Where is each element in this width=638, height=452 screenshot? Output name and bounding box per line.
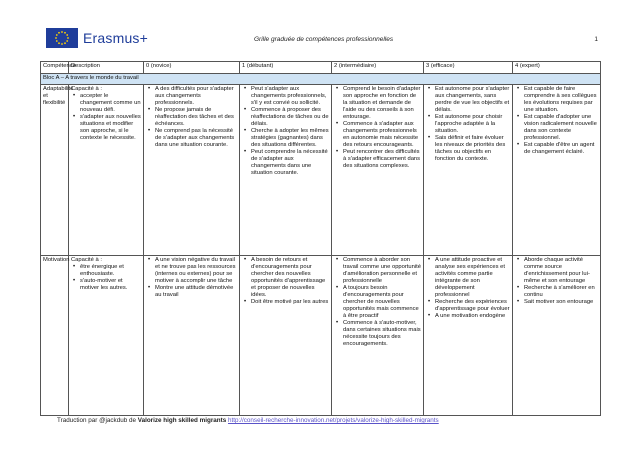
level-3-cell — [424, 256, 513, 416]
list-item: • Doit être motivé par les autres — [251, 299, 329, 306]
eu-flag-icon — [46, 28, 78, 48]
bloc-row — [41, 74, 601, 85]
list-item: • Peut s'adapter aux changements professionnels, s'il y est convié ou sollicité. — [251, 86, 329, 107]
column-header: 1 (débutant) — [240, 62, 332, 74]
list-item: • Montre une attitude démotivée au travail — [155, 285, 237, 299]
description-cell — [69, 85, 144, 256]
level-2-cell — [332, 85, 424, 256]
competence-cell: Motivation — [41, 256, 69, 416]
list-item: • Recherche à s'améliorer en continu — [524, 285, 598, 299]
list-item: • A une motivation endogène — [435, 313, 510, 320]
list-item: • Commence à aborder son travail comme une opportunité d'amélioration personnelle et professionnelle — [343, 257, 421, 285]
footer-project-name: Valorize high skilled migrants — [137, 417, 227, 424]
list-item: • Sait motiver son entourage — [524, 299, 598, 306]
list-item: • Aborde chaque activité comme source d'enrichissement pour lui-même et son entourage — [524, 257, 598, 285]
list-item: • Sais définir et faire évoluer les niveaux de priorités des tâches ou objectifs en fonction du contexte. — [435, 135, 510, 163]
table-header-row — [41, 62, 601, 74]
level-1-cell — [240, 256, 332, 416]
list-item: • Cherche à adopter les mêmes stratégies (gagnantes) dans des situations différentes. — [251, 128, 329, 149]
list-item: • Commence à s'auto-motiver, dans certaines situations mais nécessite toujours des encouragements. — [343, 320, 421, 348]
footer-prefix: Traduction par @jackdub de — [57, 417, 138, 424]
list-item: • A toujours besoin d'encouragements pour chercher de nouvelles opportunités mais commence à être proactif — [343, 285, 421, 320]
level-4-cell — [513, 85, 601, 256]
level-0-cell — [144, 85, 240, 256]
document-title: Grille graduée de compétences professionnelles — [254, 36, 394, 43]
table-row — [41, 85, 601, 256]
list-item: • être énergique et enthousiaste. — [80, 264, 141, 278]
list-item: • A une vision négative du travail et ne trouve pas les ressources (internes ou externes) pour se motiver à accomplir une tâche — [155, 257, 237, 285]
table-row — [41, 256, 601, 416]
list-item: • Peut rencontrer des difficultés à s'adapter efficacement dans des situations complexes. — [343, 149, 421, 170]
list-item: • Peut comprendre la nécessité de s'adapter aux changements dans une situation courante. — [251, 149, 329, 177]
list-item: • Est autonome pour s'adapter aux changements, sans perdre de vue les objectifs et délais. — [435, 86, 510, 114]
level-1-cell — [240, 85, 332, 256]
column-header: 2 (intermédiaire) — [332, 62, 424, 74]
column-header: 0 (novice) — [144, 62, 240, 74]
competence-cell: Adaptabilité et flexibilité — [41, 85, 69, 256]
list-item: • A besoin de retours et d'encouragements pour chercher des nouvelles opportunités d'apprentissage et proposer de nouvelles idées. — [251, 257, 329, 299]
erasmus-logo-text: Erasmus+ — [83, 30, 149, 46]
bloc-label: Bloc A – A travers le monde du travail — [41, 74, 601, 85]
level-0-cell — [144, 256, 240, 416]
page-header — [40, 28, 600, 50]
list-item: • Commence à s'adapter aux changements professionnels en autonomie mais nécessite des retours encourageants. — [343, 121, 421, 149]
level-4-cell — [513, 256, 601, 416]
list-item: • Ne comprend pas la nécessité de s'adapter aux changements dans une situation courante. — [155, 128, 237, 149]
level-2-cell — [332, 256, 424, 416]
level-3-cell — [424, 85, 513, 256]
list-item: • Est capable d'être un agent de changement éclairé. — [524, 142, 598, 156]
list-item: • s'adapter aux nouvelles situations et modifier son approche, si le contexte le nécessite. — [80, 114, 141, 142]
column-header: 3 (efficace) — [424, 62, 513, 74]
page-number: 1 — [594, 36, 598, 43]
list-item: • Est capable d'adopter une vision radicalement nouvelle dans son contexte professionnel. — [524, 114, 598, 142]
list-item: • accepter le changement comme un nouveau défi. — [80, 93, 141, 114]
list-item: • A une attitude proactive et analyse ses expériences et activités comme partie intégrante de son développement professionnel — [435, 257, 510, 299]
column-header: Compétence — [41, 62, 69, 74]
description-intro: Capacité à : — [71, 86, 102, 92]
list-item: • A des difficultés pour s'adapter aux changements professionnels. — [155, 86, 237, 107]
erasmus-logo — [46, 28, 166, 48]
list-item: • s'auto-motiver et motiver les autres. — [80, 278, 141, 292]
column-header: Description — [69, 62, 144, 74]
competence-grid-table — [40, 61, 601, 416]
description-intro: Capacité à : — [71, 257, 102, 263]
list-item: • Est autonome pour choisir l'approche adaptée à la situation. — [435, 114, 510, 135]
list-item: • Recherche des expériences d'apprentissage pour évoluer — [435, 299, 510, 313]
description-cell — [69, 256, 144, 416]
list-item: • Commence à proposer des réaffectations de tâches ou de délais. — [251, 107, 329, 128]
list-item: • Est capable de faire comprendre à ses collègues les évolutions requises par une situation. — [524, 86, 598, 114]
list-item: • Ne propose jamais de réaffectation des tâches et des échéances. — [155, 107, 237, 128]
footer-project-link[interactable]: http://conseil-recherche-innovation.net/projets/valorize-high-skilled-migrants — [228, 417, 439, 424]
page-footer — [57, 417, 439, 424]
list-item: • Comprend le besoin d'adapter son approche en fonction de la situation et demande de l'aide ou des conseils à son entourage. — [343, 86, 421, 121]
column-header: 4 (expert) — [513, 62, 601, 74]
